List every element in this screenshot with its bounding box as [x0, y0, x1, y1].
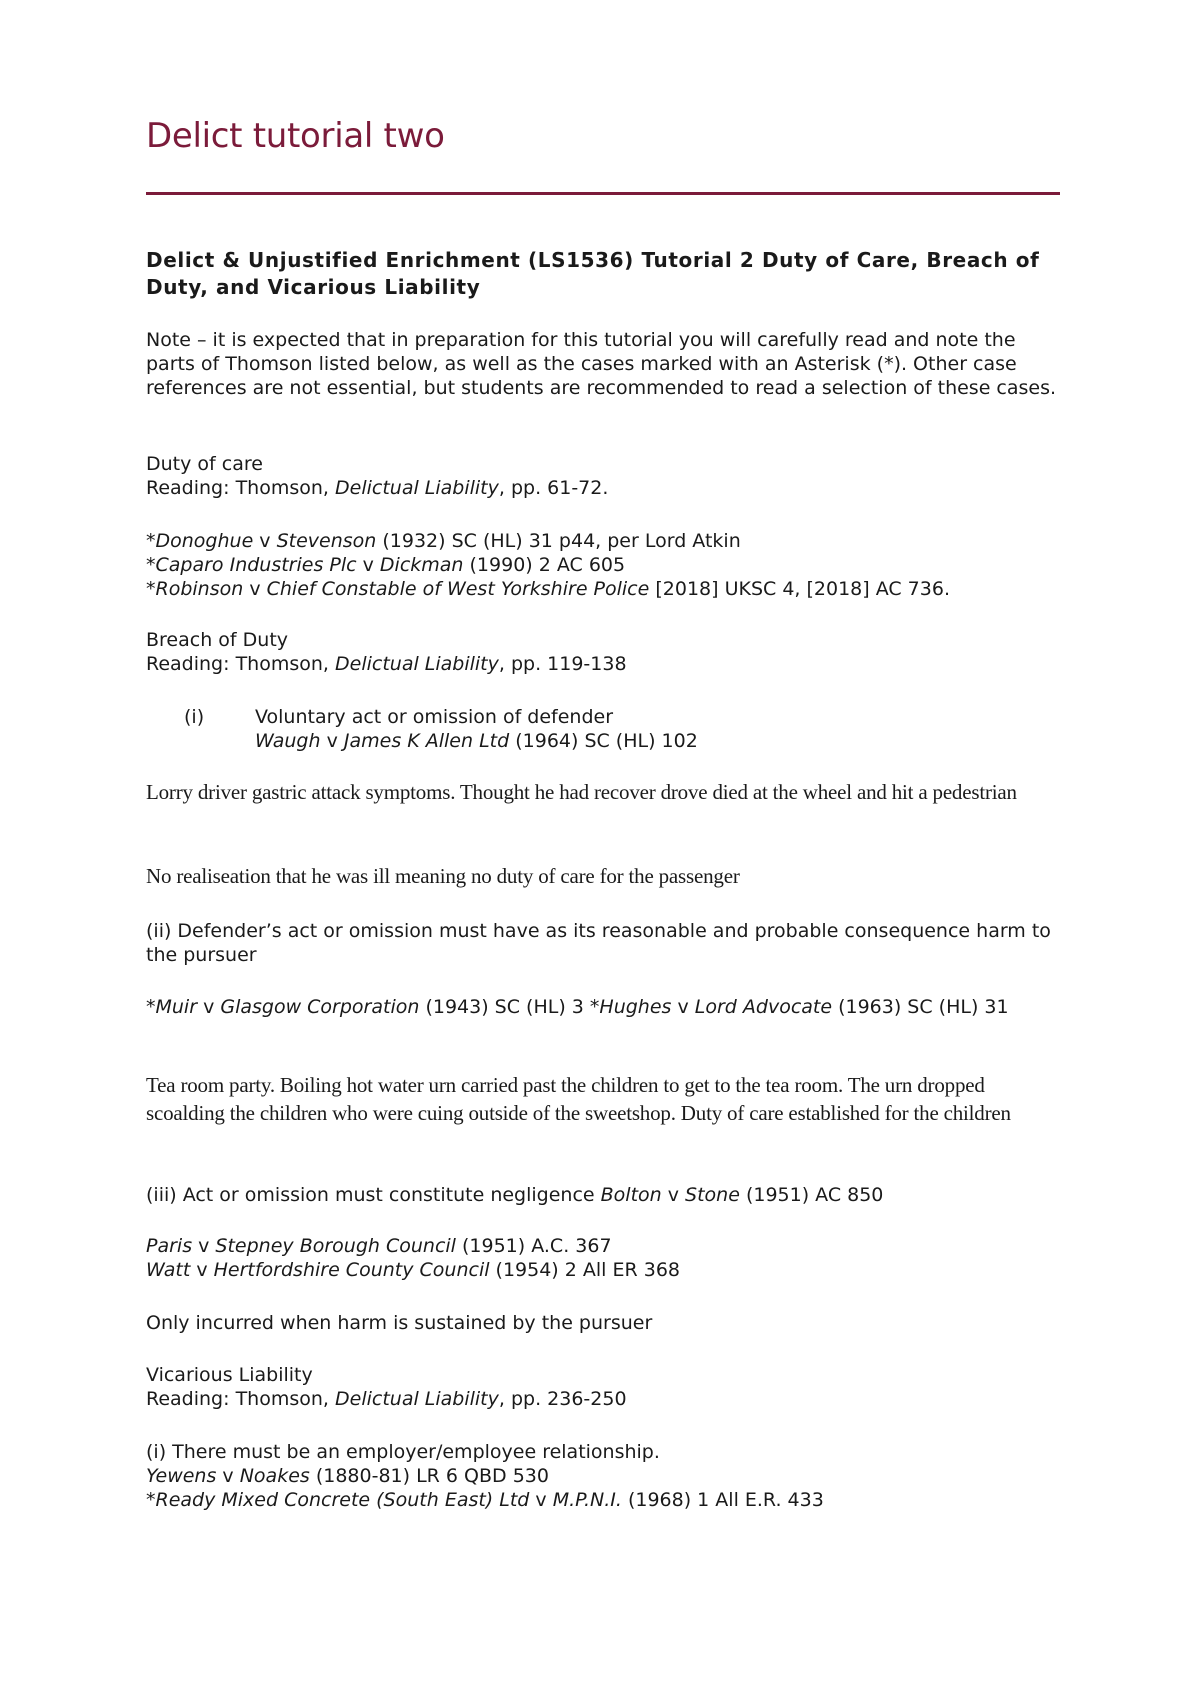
case-yewens: Yewens v Noakes (1880-81) LR 6 QBD 530: [146, 1465, 549, 1487]
preparation-note: Note – it is expected that in preparation for this tutorial you will carefully read and note the parts of Thomson listed below, as well as the cases marked with an Asterisk (*). Other case references are not essential, but students are recommended to read a selection of these cases.: [146, 329, 1057, 399]
note-harm-sustained: Only incurred when harm is sustained by the pursuer: [146, 1312, 653, 1334]
breach-item-3: (iii) Act or omission must constitute negligence Bolton v Stone (1951) AC 850: [146, 1184, 884, 1206]
case-donoghue: *Donoghue v Stevenson (1932) SC (HL) 31 p44, per Lord Atkin: [146, 530, 741, 552]
duty-of-care-heading: Duty of care: [146, 453, 263, 475]
case-ready-mixed: *Ready Mixed Concrete (South East) Ltd v M.P.N.I. (1968) 1 All E.R. 433: [146, 1489, 824, 1511]
title-divider: [146, 192, 1060, 195]
list-number: (i): [184, 706, 205, 728]
case-paris: Paris v Stepney Borough Council (1951) A.C. 367: [146, 1235, 612, 1257]
case-watt: Watt v Hertfordshire County Council (1954) 2 All ER 368: [146, 1259, 680, 1281]
case-robinson: *Robinson v Chief Constable of West Yorkshire Police [2018] UKSC 4, [2018] AC 736.: [146, 578, 950, 600]
page-title: Delict tutorial two: [146, 116, 445, 156]
case-muir-hughes: *Muir v Glasgow Corporation (1943) SC (HL) 3 *Hughes v Lord Advocate (1963) SC (HL) 31: [146, 996, 1009, 1018]
handwritten-note-2: No realiseation that he was ill meaning no duty of care for the passenger: [146, 864, 740, 888]
breach-of-duty-reading: Reading: Thomson, Delictual Liability, pp. 119-138: [146, 653, 627, 675]
tutorial-subtitle: Delict & Unjustified Enrichment (LS1536) Tutorial 2 Duty of Care, Breach of Duty, and Vicarious Liability: [146, 248, 1040, 299]
handwritten-note-3: Tea room party. Boiling hot water urn carried past the children to get to the tea room. The urn dropped scoalding the children who were cuing outside of the sweetshop. Duty of care established for the children: [146, 1073, 1011, 1125]
handwritten-note-1: Lorry driver gastric attack symptoms. Thought he had recover drove died at the wheel and hit a pedestrian: [146, 780, 1017, 804]
duty-of-care-reading: Reading: Thomson, Delictual Liability, pp. 61-72.: [146, 477, 609, 499]
vicarious-liability-reading: Reading: Thomson, Delictual Liability, pp. 236-250: [146, 1388, 627, 1410]
breach-item-2: (ii) Defender’s act or omission must have as its reasonable and probable consequence harm to the pursuer: [146, 920, 1051, 966]
vicarious-liability-heading: Vicarious Liability: [146, 1364, 313, 1386]
breach-of-duty-heading: Breach of Duty: [146, 629, 289, 651]
case-waugh: Waugh v James K Allen Ltd (1964) SC (HL) 102: [255, 730, 698, 752]
vicarious-item-1: (i) There must be an employer/employee relationship.: [146, 1441, 660, 1463]
case-caparo: *Caparo Industries Plc v Dickman (1990) 2 AC 605: [146, 554, 626, 576]
breach-item-1: Voluntary act or omission of defender: [255, 706, 614, 728]
